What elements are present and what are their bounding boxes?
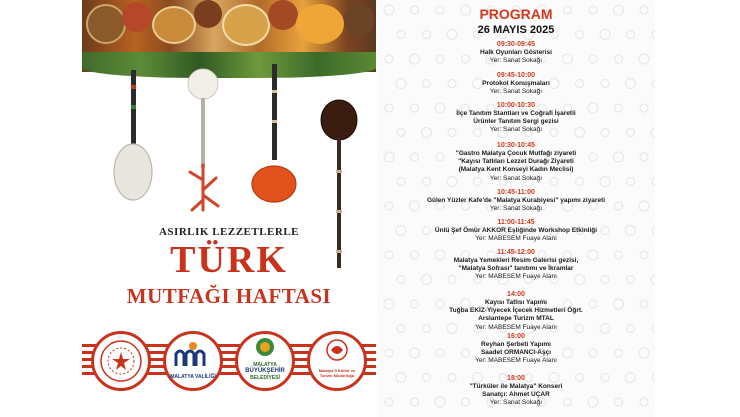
program-item-time: 14:00 [507,291,525,298]
turkey-emblem-logo [91,331,151,391]
malatya-buyuksehir-logo [235,331,295,391]
program-item [377,374,655,408]
program-item-description: Tuğba EKİZ-Yiyecek İçecek Hizmetleri Öğrt. [449,307,583,315]
program-item-time: 11:45-12:00 [497,249,535,256]
program-item-time: 11:00-11:45 [497,219,535,226]
program-item [377,101,655,135]
program-item-venue: Yer: Sanat Sokağı [489,126,543,134]
program-item-venue: Yer: MABESEM Fuaye Alanı [475,357,557,365]
poster-title-line2: MUTFAĞI HAFTASI [126,284,332,308]
program-item-description: Ürünler Tanıtım Sergi gezisi [473,118,559,126]
program-item-description: (Malatya Kent Konseyi Kadın Meclisi) [458,166,574,174]
program-item-time: 18:00 [507,375,525,382]
program-item-time: 09:30-09:45 [496,41,536,48]
program-item-time: 10:00-10:30 [496,102,536,109]
program-item-description: Gülen Yüzler Kafe'de "Malatya Kurabiyesi" yapımı ziyareti [426,197,606,204]
malatya-valiligi-logo [163,331,223,391]
program-item-venue: Yer: MABESEM Fuaye Alanı [475,273,557,281]
program-item-description: Sanatçı: Ahmet UÇAR [482,391,550,399]
program-item [377,141,655,183]
program-item-description: Ünlü Şef Ömür AKKOR Eşliğinde Workshop Etkinliği [434,227,598,234]
program-header [377,6,655,38]
program-panel [377,0,655,417]
program-item-description: Malatya Yemekleri Resim Galerisi gezisi, [453,257,579,264]
program-item [377,332,655,366]
program-item [377,71,655,96]
program-item [377,188,655,213]
program-item [377,40,655,65]
kultur-turizm-logo [307,331,367,391]
program-item-time: 10:45-11:00 [497,189,535,196]
poster-title-line1: TÜRK [170,239,288,281]
program-item-venue: Yer: MABESEM Fuaye Alanı [475,235,557,243]
program-item-description: "Kayısı Tatlıları Lezzet Durağı Ziyareti [458,158,574,166]
program-item-venue: Yer: MABESEM Fuaye Alanı [475,323,557,331]
program-item-venue: Yer: Sanat Sokağı [489,57,543,65]
kultur-turizm-label: Malatya İl Kültür ve Turizm Müdürlüğü [318,368,356,378]
program-item-time: 16:00 [507,333,525,340]
program-item-description: Arslantepe Turizm MTAL [478,315,554,323]
program-item-description: "Gastro Malatya Çocuk Mutfağı ziyareti [455,150,577,157]
program-item-description: "Türküler ile Malatya" Konseri [469,383,563,390]
program-item [377,290,655,332]
program-item-venue: Yer: Sanat Sokağı [489,174,543,182]
program-item-description: Reyhan Şerbeti Yapımı [481,341,551,348]
program-item-description: Kayısı Tatlısı Yapımı [485,299,547,306]
program-item-description: İlçe Tanıtım Stantları ve Coğrafi İşaretli [456,110,576,117]
program-title: PROGRAM [479,6,553,22]
program-date: 26 MAYIS 2025 [477,24,555,36]
program-item-time: 09:45-10:00 [496,72,536,79]
program-item-venue: Yer: Sanat Sokağı [489,205,543,213]
program-item [377,218,655,243]
program-item-description: Halk Oyunları Gösterisi [480,49,552,56]
malatya-valiligi-label: MALATYA VALİLİĞİ [170,374,216,380]
program-item-description: Protokol Konuşmaları [482,80,550,87]
buyuksehir-label-1: MALATYA [253,362,277,368]
program-item-description: "Malatya Sofrası" tanıtımı ve İkramlar [458,265,574,273]
program-item-venue: Yer: Sanat Sokağı [489,88,543,96]
program-item-description: Saadet ORMANCI-Aşçı [480,349,552,357]
buyuksehir-label-2: BÜYÜKŞEHİR [245,368,285,374]
program-item-venue: Yer: Sanat Sokağı [489,399,543,407]
buyuksehir-label-3: BELEDİYESİ [250,375,280,381]
poster-panel [82,0,376,417]
program-item [377,248,655,282]
program-item-time: 10:30-10:45 [496,142,536,149]
poster-subtitle: ASIRLIK LEZZETLERLE [158,226,300,238]
